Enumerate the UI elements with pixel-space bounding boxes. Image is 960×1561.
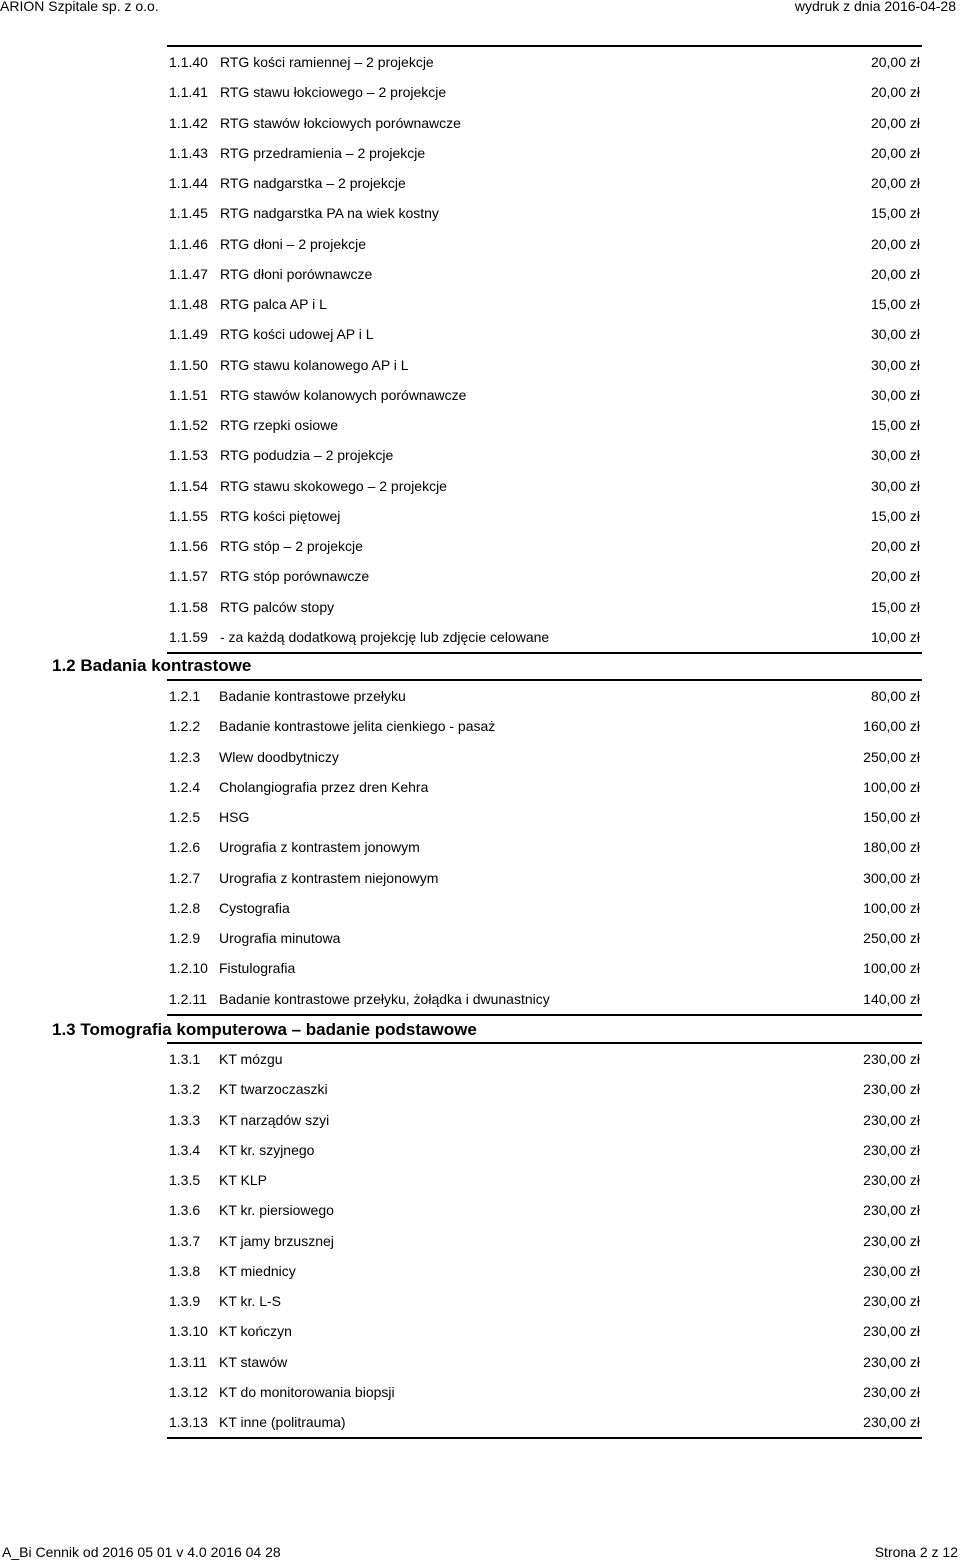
item-price: 20,00 zł	[870, 235, 920, 252]
item-price: 230,00 zł	[863, 1353, 920, 1370]
list-item	[167, 289, 922, 319]
item-price: 100,00 zł	[863, 899, 920, 916]
list-item	[167, 592, 922, 622]
item-price: 160,00 zł	[863, 718, 920, 735]
list-item	[167, 1105, 922, 1135]
item-price: 20,00 zł	[870, 54, 920, 70]
item-price: 15,00 zł	[870, 598, 920, 615]
item-price: 230,00 zł	[863, 1383, 920, 1400]
item-name: RTG stóp – 2 projekcje	[220, 538, 363, 554]
list-item	[167, 1044, 922, 1074]
item-name: - za każdą dodatkową projekcję lub zdjęcie celowane	[220, 628, 550, 645]
list-item	[167, 380, 922, 410]
item-number: 1.2.6	[169, 839, 201, 856]
item-name: Urografia z kontrastem niejonowym	[219, 869, 439, 886]
item-price: 30,00 zł	[870, 447, 920, 464]
document-name: A_Bi Cennik od 2016 05 01 v 4.0 2016 04 28	[2, 1544, 281, 1560]
item-price: 15,00 zł	[870, 507, 920, 524]
list-item	[167, 923, 922, 953]
list-item	[167, 1256, 922, 1286]
item-price: 250,00 zł	[863, 930, 920, 946]
item-number: 1.1.40	[169, 54, 208, 70]
item-number: 1.1.59	[169, 628, 208, 645]
item-price: 230,00 zł	[863, 1141, 920, 1158]
item-number: 1.3.5	[169, 1172, 201, 1188]
list-item	[167, 711, 922, 741]
item-number: 1.1.43	[169, 144, 208, 161]
list-item	[167, 832, 922, 862]
item-number: 1.2.5	[169, 809, 201, 825]
list-item	[167, 440, 922, 470]
list-item	[167, 1226, 922, 1256]
item-name: Cystografia	[219, 899, 290, 916]
item-name: Badanie kontrastowe jelita cienkiego - pasaż	[219, 718, 496, 735]
item-number: 1.1.56	[169, 538, 208, 554]
list-item	[167, 501, 922, 531]
item-name: Fistulografia	[219, 960, 296, 977]
item-name: RTG podudzia – 2 projekcje	[220, 447, 394, 464]
item-number: 1.3.4	[169, 1141, 201, 1158]
item-price: 15,00 zł	[870, 417, 920, 433]
item-name: RTG stawu kolanowego AP i L	[220, 356, 409, 373]
item-name: RTG stawu łokciowego – 2 projekcje	[220, 84, 447, 101]
item-price: 250,00 zł	[863, 748, 920, 765]
item-name: KT miednicy	[219, 1262, 296, 1279]
item-price: 20,00 zł	[870, 175, 920, 191]
item-name: Badanie kontrastowe przełyku	[219, 688, 406, 704]
item-name: KT do monitorowania biopsji	[219, 1383, 395, 1400]
price-list-section-contrast	[167, 679, 922, 1016]
list-item	[167, 1165, 922, 1195]
item-name: Urografia minutowa	[219, 930, 341, 946]
item-price: 230,00 zł	[863, 1051, 920, 1067]
item-number: 1.3.11	[169, 1353, 207, 1370]
list-item	[167, 531, 922, 561]
item-number: 1.1.44	[169, 175, 208, 191]
item-name: KT stawów	[219, 1353, 288, 1370]
item-number: 1.1.57	[169, 568, 208, 585]
item-name: RTG nadgarstka – 2 projekcje	[220, 175, 406, 191]
item-number: 1.1.47	[169, 265, 208, 282]
list-item	[167, 802, 922, 832]
item-number: 1.1.53	[169, 447, 208, 464]
price-list-section-ct	[167, 1042, 922, 1439]
item-price: 30,00 zł	[870, 477, 920, 494]
list-item	[167, 229, 922, 259]
item-name: RTG kości piętowej	[220, 507, 341, 524]
item-number: 1.1.50	[169, 356, 208, 373]
item-number: 1.2.8	[169, 899, 201, 916]
list-item	[167, 1074, 922, 1104]
item-number: 1.2.9	[169, 930, 201, 946]
item-price: 230,00 zł	[863, 1262, 920, 1279]
item-name: Wlew doodbytniczy	[219, 748, 339, 765]
item-number: 1.3.6	[169, 1202, 201, 1219]
item-number: 1.1.49	[169, 326, 208, 343]
list-item	[167, 1135, 922, 1165]
item-number: 1.1.46	[169, 235, 208, 252]
list-item	[167, 1316, 922, 1346]
list-item	[167, 1407, 922, 1437]
item-price: 20,00 zł	[870, 114, 920, 131]
list-item	[167, 108, 922, 138]
item-price: 20,00 zł	[870, 144, 920, 161]
item-price: 300,00 zł	[863, 869, 920, 886]
item-number: 1.1.54	[169, 477, 208, 494]
list-item	[167, 259, 922, 289]
item-name: Cholangiografia przez dren Kehra	[219, 778, 429, 795]
item-price: 230,00 zł	[863, 1323, 920, 1340]
list-item	[167, 168, 922, 198]
item-number: 1.3.1	[169, 1051, 201, 1067]
item-price: 30,00 zł	[870, 326, 920, 343]
item-name: HSG	[219, 809, 250, 825]
item-number: 1.3.9	[169, 1293, 201, 1309]
item-name: KT kr. L-S	[219, 1293, 281, 1309]
item-number: 1.3.12	[169, 1383, 208, 1400]
item-price: 140,00 zł	[863, 990, 920, 1007]
item-price: 230,00 zł	[863, 1232, 920, 1249]
item-number: 1.2.2	[169, 718, 201, 735]
item-name: RTG kości udowej AP i L	[220, 326, 374, 343]
item-price: 180,00 zł	[863, 839, 920, 856]
list-item	[167, 1195, 922, 1225]
item-name: RTG palców stopy	[220, 598, 335, 615]
item-name: RTG stawu skokowego – 2 projekcje	[220, 477, 447, 494]
item-price: 30,00 zł	[870, 386, 920, 403]
item-number: 1.2.7	[169, 869, 201, 886]
item-number: 1.2.1	[169, 688, 201, 704]
item-number: 1.1.52	[169, 417, 208, 433]
item-price: 230,00 zł	[863, 1414, 920, 1430]
item-price: 230,00 zł	[863, 1081, 920, 1098]
list-item	[167, 47, 922, 77]
list-item	[167, 350, 922, 380]
print-date: wydruk z dnia 2016-04-28	[794, 0, 956, 14]
item-price: 20,00 zł	[870, 84, 920, 101]
item-price: 15,00 zł	[870, 205, 920, 222]
list-item	[167, 471, 922, 501]
item-number: 1.2.11	[169, 990, 207, 1007]
item-price: 10,00 zł	[870, 628, 920, 645]
list-item	[167, 1377, 922, 1407]
item-price: 15,00 zł	[870, 296, 920, 312]
item-price: 80,00 zł	[870, 688, 920, 704]
item-name: RTG stawów kolanowych porównawcze	[220, 386, 467, 403]
item-price: 100,00 zł	[863, 778, 920, 795]
item-name: RTG przedramienia – 2 projekcje	[220, 144, 426, 161]
item-number: 1.1.41	[169, 84, 208, 101]
item-price: 230,00 zł	[863, 1111, 920, 1128]
item-name: RTG palca AP i L	[220, 296, 327, 312]
list-item	[167, 77, 922, 107]
list-item	[167, 984, 922, 1014]
list-item	[167, 863, 922, 893]
section-heading-contrast: 1.2 Badania kontrastowe	[52, 656, 252, 675]
item-name: KT KLP	[219, 1172, 267, 1188]
list-item	[167, 622, 922, 652]
price-list-section-rtg	[167, 45, 922, 654]
item-name: RTG dłoni – 2 projekcje	[220, 235, 367, 252]
item-price: 150,00 zł	[863, 809, 920, 825]
page-number: Strona 2 z 12	[874, 1544, 958, 1560]
list-item	[167, 198, 922, 228]
item-number: 1.1.48	[169, 296, 208, 312]
item-number: 1.3.3	[169, 1111, 201, 1128]
list-item	[167, 953, 922, 983]
item-number: 1.1.51	[169, 386, 208, 403]
item-price: 230,00 zł	[863, 1172, 920, 1188]
item-name: KT kr. szyjnego	[219, 1141, 315, 1158]
item-price: 20,00 zł	[870, 568, 920, 585]
item-number: 1.1.58	[169, 598, 208, 615]
list-item	[167, 893, 922, 923]
item-number: 1.2.3	[169, 748, 201, 765]
item-number: 1.1.45	[169, 205, 208, 222]
item-price: 20,00 zł	[870, 538, 920, 554]
list-item	[167, 410, 922, 440]
item-name: RTG rzepki osiowe	[220, 417, 339, 433]
item-number: 1.2.10	[169, 960, 208, 977]
section-heading-ct: 1.3 Tomografia komputerowa – badanie podstawowe	[52, 1020, 477, 1039]
item-name: Urografia z kontrastem jonowym	[219, 839, 420, 856]
item-number: 1.3.7	[169, 1232, 201, 1249]
item-name: KT jamy brzusznej	[219, 1232, 334, 1249]
list-item	[167, 138, 922, 168]
item-number: 1.1.55	[169, 507, 208, 524]
item-price: 230,00 zł	[863, 1293, 920, 1309]
item-name: RTG kości ramiennej – 2 projekcje	[220, 54, 434, 70]
item-number: 1.2.4	[169, 778, 201, 795]
item-price: 230,00 zł	[863, 1202, 920, 1219]
item-name: KT inne (politrauma)	[219, 1414, 346, 1430]
item-name: RTG nadgarstka PA na wiek kostny	[220, 205, 439, 222]
item-name: KT mózgu	[219, 1051, 283, 1067]
list-item	[167, 561, 922, 591]
list-item	[167, 319, 922, 349]
item-number: 1.3.2	[169, 1081, 201, 1098]
item-name: RTG stóp porównawcze	[220, 568, 370, 585]
item-name: KT kr. piersiowego	[219, 1202, 334, 1219]
item-price: 20,00 zł	[870, 265, 920, 282]
list-item	[167, 1347, 922, 1377]
item-price: 30,00 zł	[870, 356, 920, 373]
item-name: RTG dłoni porównawcze	[220, 265, 373, 282]
item-number: 1.1.42	[169, 114, 208, 131]
item-name: KT twarzoczaszki	[219, 1081, 328, 1098]
list-item	[167, 681, 922, 711]
list-item	[167, 742, 922, 772]
item-name: Badanie kontrastowe przełyku, żołądka i dwunastnicy	[219, 990, 550, 1007]
item-name: KT narządów szyi	[219, 1111, 330, 1128]
list-item	[167, 1286, 922, 1316]
item-number: 1.3.10	[169, 1323, 208, 1340]
list-item	[167, 772, 922, 802]
item-price: 100,00 zł	[863, 960, 920, 977]
item-number: 1.3.8	[169, 1262, 201, 1279]
item-number: 1.3.13	[169, 1414, 208, 1430]
item-name: RTG stawów łokciowych porównawcze	[220, 114, 461, 131]
item-name: KT kończyn	[219, 1323, 292, 1340]
company-name: ARION Szpitale sp. z o.o.	[0, 0, 159, 14]
